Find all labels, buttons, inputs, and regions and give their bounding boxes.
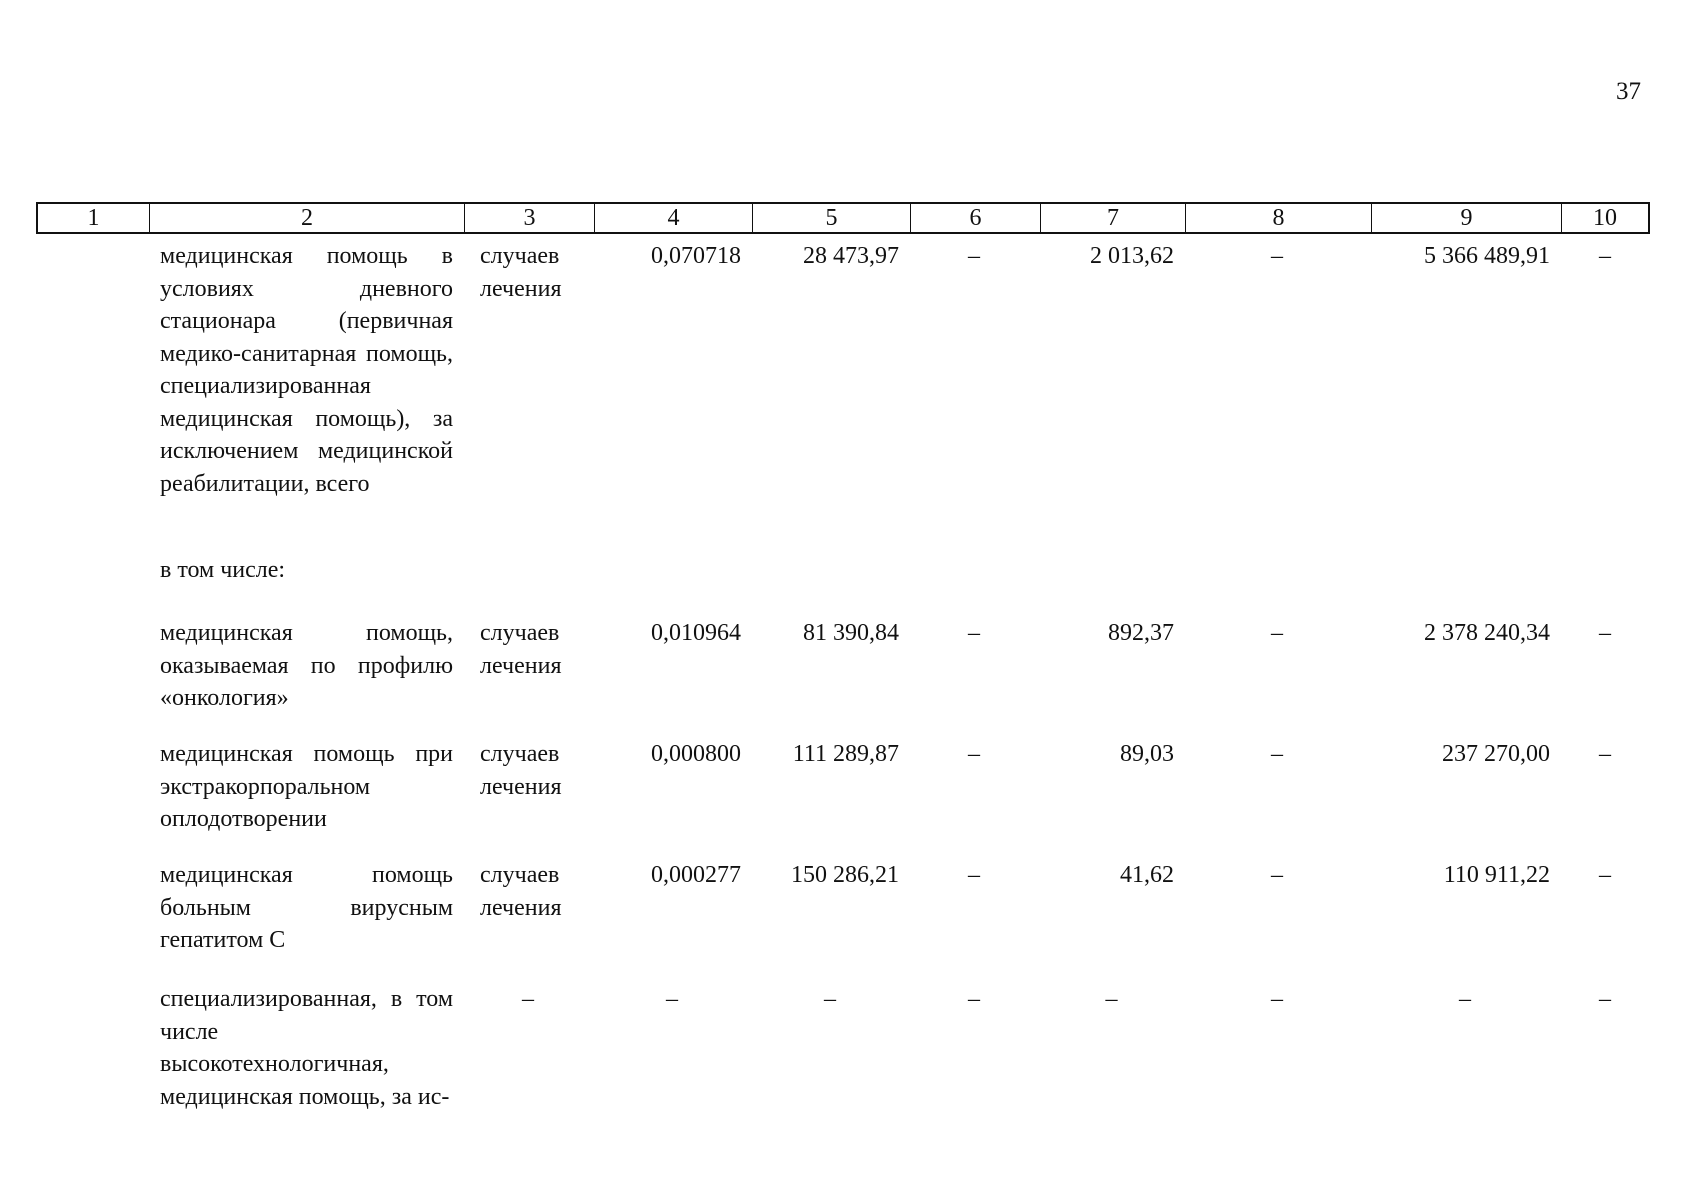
- header-col-4: 4: [595, 204, 753, 232]
- row-unit: случаев лечения: [480, 243, 562, 302]
- row-unit: случаев лечения: [480, 620, 562, 679]
- table-row: [36, 240, 1650, 500]
- row-col-9: 237 270,00: [1442, 741, 1550, 767]
- row-col-4: –: [666, 986, 678, 1012]
- header-col-5: 5: [753, 204, 911, 232]
- row-col-10: –: [1599, 862, 1611, 888]
- header-col-9: 9: [1372, 204, 1562, 232]
- row-col-5: –: [824, 986, 836, 1012]
- header-col-2: 2: [150, 204, 465, 232]
- row-col-10: –: [1599, 986, 1611, 1012]
- header-col-3: 3: [465, 204, 595, 232]
- row-col-4: 0,010964: [651, 620, 741, 646]
- row-description: медицинская помощь в условиях дневного стационара (первичная медико-санитарная помощь, специализированная медицинская помощь), за исключением медицинской реабилитации, всего: [160, 243, 453, 497]
- header-col-7: 7: [1041, 204, 1186, 232]
- row-col-8: –: [1271, 243, 1283, 269]
- header-col-1: 1: [38, 204, 150, 232]
- table-row: [36, 983, 1650, 1113]
- row-col-7: –: [1105, 986, 1118, 1012]
- row-col-5: 111 289,87: [792, 741, 899, 767]
- row-col-6: –: [968, 862, 980, 888]
- row-col-7: 892,37: [1108, 620, 1174, 646]
- row-description: медицинская помощь при экстракорпоральном оплодотворении: [160, 741, 453, 832]
- row-col-8: –: [1271, 862, 1283, 888]
- header-col-10: 10: [1593, 205, 1617, 231]
- row-col-4: 0,070718: [651, 243, 741, 269]
- row-description: медицинская помощь больным вирусным гепатитом С: [160, 862, 453, 953]
- including-note: в том числе:: [160, 557, 286, 583]
- table-header: [36, 202, 1650, 234]
- row-col-6: –: [968, 741, 980, 767]
- table-row: [36, 859, 1650, 957]
- row-col-6: –: [968, 986, 980, 1012]
- header-col-8: 8: [1186, 204, 1372, 232]
- table-row: [36, 617, 1650, 715]
- row-unit: случаев лечения: [480, 862, 562, 921]
- row-col-10: –: [1599, 741, 1611, 767]
- row-col-5: 150 286,21: [791, 862, 899, 888]
- row-col-8: –: [1271, 986, 1283, 1012]
- row-description: специализированная, в том числе высокотехнологичная, медицинская помощь, за ис-: [160, 986, 453, 1110]
- row-col-5: 81 390,84: [803, 620, 899, 646]
- row-col-4: 0,000800: [651, 741, 741, 767]
- page-number: 37: [1616, 78, 1641, 105]
- row-col-9: 110 911,22: [1443, 862, 1550, 888]
- row-col-5: 28 473,97: [803, 243, 899, 269]
- row-col-9: 5 366 489,91: [1424, 243, 1550, 269]
- row-col-8: –: [1271, 620, 1283, 646]
- row-description: медицинская помощь, оказываемая по профилю «онкология»: [160, 620, 453, 711]
- row-col-4: 0,000277: [651, 862, 741, 888]
- row-col-10: –: [1599, 620, 1611, 646]
- row-col-7: 89,03: [1120, 741, 1174, 767]
- row-col-6: –: [968, 243, 980, 269]
- row-col-9: –: [1459, 986, 1471, 1012]
- row-col-7: 41,62: [1120, 862, 1174, 888]
- row-col-10: –: [1599, 243, 1611, 269]
- table-row: [36, 738, 1650, 836]
- header-col-6: 6: [911, 204, 1041, 232]
- row-col-6: –: [968, 620, 980, 646]
- row-unit: –: [522, 986, 534, 1012]
- row-col-7: 2 013,62: [1090, 243, 1174, 269]
- row-col-9: 2 378 240,34: [1424, 620, 1550, 646]
- row-col-8: –: [1271, 741, 1283, 767]
- row-unit: случаев лечения: [480, 741, 562, 800]
